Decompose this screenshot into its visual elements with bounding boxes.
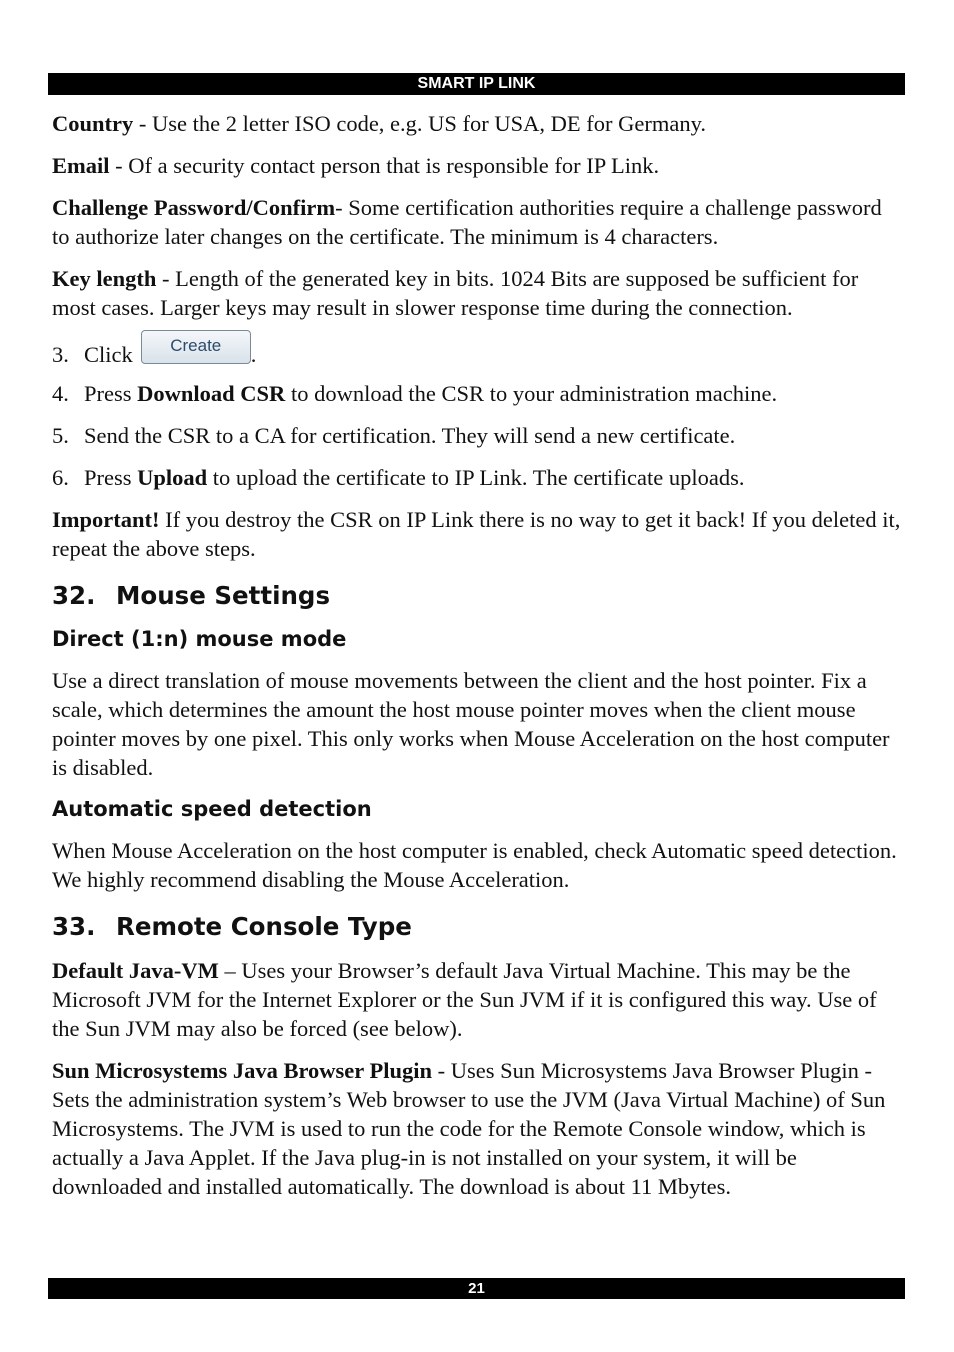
step-text: Press xyxy=(84,381,138,406)
step-end-punct: . xyxy=(250,342,257,367)
section-title: Mouse Settings xyxy=(116,581,331,610)
step-text: to download the CSR to your administration machine. xyxy=(285,381,778,406)
step-text: Send the CSR to a CA for certification. They will send a new certificate. xyxy=(84,423,736,448)
important-note xyxy=(52,505,904,563)
step-5 xyxy=(52,421,904,450)
automatic-speed-detection-text: When Mouse Acceleration on the host computer is enabled, check Automatic speed detection. We highly recommend disabling the Mouse Acceleration. xyxy=(52,838,897,892)
step-number: 5. xyxy=(52,423,69,448)
page-content xyxy=(52,109,904,1214)
step-text: to upload the certificate to IP Link. The certificate uploads. xyxy=(207,465,745,490)
field-key-length xyxy=(52,264,904,322)
page-number: 21 xyxy=(468,1280,485,1297)
step-bold-term: Download CSR xyxy=(137,381,286,406)
field-term: Country xyxy=(52,111,134,136)
section-title: Remote Console Type xyxy=(116,912,412,941)
subsection-automatic-speed-detection: Automatic speed detection xyxy=(52,797,372,821)
step-4 xyxy=(52,379,904,408)
field-challenge-password xyxy=(52,193,904,251)
field-description: - Length of the generated key in bits. 1024 Bits are supposed be sufficient for most cases. Larger keys may result in slower response time during the connection. xyxy=(52,266,859,320)
field-term: Key length xyxy=(52,266,157,291)
create-button[interactable]: Create xyxy=(141,330,251,364)
step-bold-term: Upload xyxy=(137,465,208,490)
field-description: - Of a security contact person that is responsible for IP Link. xyxy=(109,153,660,178)
section-32-heading xyxy=(52,581,904,611)
step-6 xyxy=(52,463,904,492)
important-text: If you destroy the CSR on IP Link there is no way to get it back! If you deleted it, repeat the above steps. xyxy=(52,507,901,561)
header-title: SMART IP LINK xyxy=(417,75,536,92)
section-number: 32. xyxy=(52,581,96,610)
field-description: - Uses Sun Microsystems Java Browser Plugin - Sets the administration system’s Web browser to use the JVM (Java Virtual Machine) of Sun Microsystems. The JVM is used to run the code for the Remote Console window, which is actually a Java Applet. If the Java plug-in is not installed on your system, it will be downloaded and installed automatically. The download is about 11 Mbytes. xyxy=(52,1058,886,1199)
field-term: Email xyxy=(52,153,110,178)
step-3 xyxy=(52,335,904,369)
step-text: Press xyxy=(84,465,138,490)
default-java-vm-paragraph xyxy=(52,956,904,1043)
step-body xyxy=(84,463,744,492)
section-33-heading xyxy=(52,912,904,942)
step-body xyxy=(84,379,777,408)
field-description: - Use the 2 letter ISO code, e.g. US for USA, DE for Germany. xyxy=(133,111,707,136)
page-footer-band xyxy=(48,1278,905,1299)
step-number: 6. xyxy=(52,465,69,490)
field-term: Challenge Password/Confirm xyxy=(52,195,336,220)
subsection-direct-mouse-mode: Direct (1:n) mouse mode xyxy=(52,627,347,651)
field-term: Default Java-VM xyxy=(52,958,219,983)
field-description: – Uses your Browser’s default Java Virtual Machine. This may be the Microsoft JVM for the Internet Explorer or the Sun JVM if it is configured this way. Use of the Sun JVM may also be forced (see below). xyxy=(52,958,877,1041)
step-number: 3. xyxy=(52,342,69,367)
field-term: Sun Microsystems Java Browser Plugin xyxy=(52,1058,433,1083)
step-text: Click xyxy=(84,342,133,367)
sun-java-plugin-paragraph xyxy=(52,1056,904,1201)
step-number: 4. xyxy=(52,381,69,406)
important-label: Important! xyxy=(52,507,160,532)
page-header-band xyxy=(48,73,905,95)
direct-mouse-mode-text: Use a direct translation of mouse movements between the client and the host pointer. Fix a scale, which determines the amount the host mouse pointer moves when the client mouse pointer moves by one pixel. This only works when Mouse Acceleration on the host computer is disabled. xyxy=(52,668,890,780)
section-number: 33. xyxy=(52,912,96,941)
field-description: - Some certification authorities require a challenge password to authorize later changes on the certificate. The minimum is 4 characters. xyxy=(52,195,882,249)
field-country xyxy=(52,109,904,138)
field-email xyxy=(52,151,904,180)
